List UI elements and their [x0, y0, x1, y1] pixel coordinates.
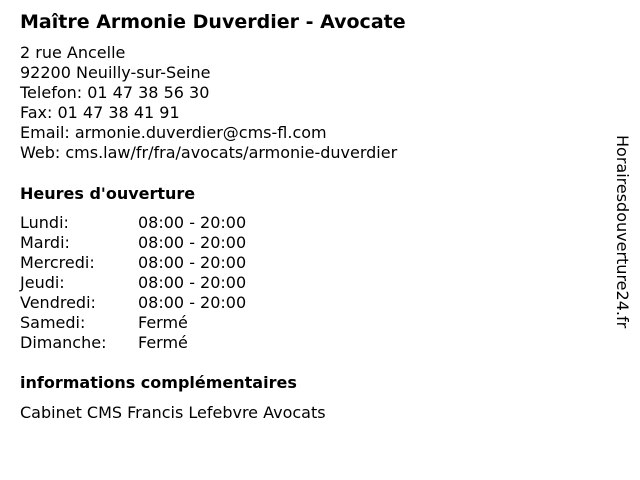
day-label: Dimanche:: [20, 333, 107, 352]
day-label: Mardi:: [20, 233, 70, 252]
fax-number: Fax: 01 47 38 41 91: [20, 103, 180, 122]
hours-value: 08:00 - 20:00: [138, 293, 247, 312]
hours-row-sunday: [20, 333, 580, 353]
hours-value: Fermé: [138, 333, 188, 352]
additional-info-text: Cabinet CMS Francis Lefebvre Avocats: [20, 403, 326, 422]
opening-hours-table: [20, 213, 580, 353]
street-address: 2 rue Ancelle: [20, 43, 126, 62]
page-title: Maître Armonie Duverdier - Avocate: [20, 11, 406, 33]
day-label: Samedi:: [20, 313, 86, 332]
hours-row-tuesday: [20, 233, 580, 253]
site-brand-label: Horairesdouverture24.fr: [613, 135, 632, 329]
address-block: [20, 43, 580, 163]
city-postal-code: 92200 Neuilly-sur-Seine: [20, 63, 211, 82]
hours-value: 08:00 - 20:00: [138, 233, 247, 252]
day-label: Vendredi:: [20, 293, 96, 312]
day-label: Mercredi:: [20, 253, 95, 272]
hours-row-friday: [20, 293, 580, 313]
hours-value: 08:00 - 20:00: [138, 253, 247, 272]
hours-value: 08:00 - 20:00: [138, 213, 247, 232]
email-address: Email: armonie.duverdier@cms-fl.com: [20, 123, 327, 142]
day-label: Lundi:: [20, 213, 69, 232]
hours-row-wednesday: [20, 253, 580, 273]
hours-row-thursday: [20, 273, 580, 293]
phone-number: Telefon: 01 47 38 56 30: [20, 83, 210, 102]
hours-row-saturday: [20, 313, 580, 333]
additional-info-heading: informations complémentaires: [20, 373, 297, 392]
day-label: Jeudi:: [20, 273, 65, 292]
hours-value: 08:00 - 20:00: [138, 273, 247, 292]
hours-value: Fermé: [138, 313, 188, 332]
opening-hours-heading: Heures d'ouverture: [20, 184, 196, 203]
site-brand-vertical: [611, 135, 633, 345]
website-address: Web: cms.law/fr/fra/avocats/armonie-duverdier: [20, 143, 398, 162]
business-card: [20, 9, 580, 423]
hours-row-monday: [20, 213, 580, 233]
